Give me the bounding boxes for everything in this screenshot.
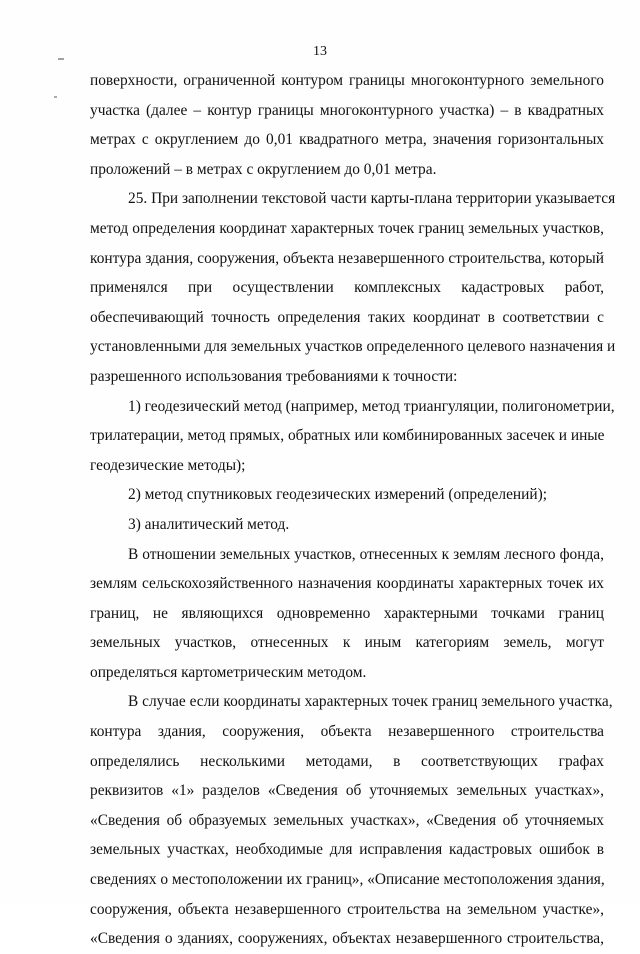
text-line: метод определения координат характерных точек границ земельных участков, xyxy=(90,219,604,237)
text-line: В случае если координаты характерных точек границ земельного участка, xyxy=(128,693,613,711)
text-line: реквизитов «1» разделов «Сведения об уточняемых земельных участках», xyxy=(90,782,604,800)
text-line: разрешенного использования требованиями к точности: xyxy=(90,367,458,385)
paragraph xyxy=(90,66,604,184)
text-line: контура здания, сооружения, объекта незавершенного строительства xyxy=(90,723,604,741)
text-line: применялся при осуществлении комплексных кадастровых работ, xyxy=(90,279,604,297)
text-line: «Сведения о зданиях, сооружениях, объектах незавершенного строительства, xyxy=(90,930,604,948)
scan-artifact xyxy=(54,96,57,98)
paragraph xyxy=(90,540,604,688)
paragraph xyxy=(90,510,604,540)
text-line: контура здания, сооружения, объекта незавершенного строительства, который xyxy=(90,249,604,267)
text-line: 3) аналитический метод. xyxy=(128,515,290,533)
text-line: определяться картометрическим методом. xyxy=(90,663,367,681)
text-line: В отношении земельных участков, отнесенных к землям лесного фонда, xyxy=(128,545,604,563)
text-line: 1) геодезический метод (например, метод триангуляции, полигонометрии, xyxy=(128,397,615,415)
text-line: земельных участках, необходимые для исправления кадастровых ошибок в xyxy=(90,841,604,859)
document-body xyxy=(90,66,616,954)
text-line: земельных участков, отнесенных к иным категориям земель, могут xyxy=(90,634,604,652)
text-line: метрах с округлением до 0,01 квадратного метра, значения горизонтальных xyxy=(90,131,604,149)
text-line: обеспечивающий точность определения таких координат в соответствии с xyxy=(90,308,604,326)
paragraph xyxy=(90,480,604,510)
page-number: 13 xyxy=(313,44,327,59)
paragraph xyxy=(90,392,615,481)
text-line: трилатерации, метод прямых, обратных или комбинированных засечек и иные xyxy=(90,427,605,445)
text-line: участка (далее – контур границы многоконтурного участка) – в квадратных xyxy=(90,101,604,119)
paragraph xyxy=(90,687,613,953)
text-line: «Сведения об образуемых земельных участках», «Сведения об уточняемых xyxy=(90,811,604,829)
text-line: 25. При заполнении текстовой части карты-плана территории указывается xyxy=(128,190,616,208)
text-line: 2) метод спутниковых геодезических измерений (определений); xyxy=(128,486,548,504)
text-line: землям сельскохозяйственного назначения координаты характерных точек их xyxy=(90,575,604,593)
text-line: геодезические методы); xyxy=(90,456,246,474)
text-line: поверхности, ограниченной контуром границы многоконтурного земельного xyxy=(90,72,604,89)
text-line: границ, не являющихся одновременно характерными точками границ xyxy=(90,604,604,622)
text-line: проложений – в метрах с округлением до 0,01 метра. xyxy=(90,160,437,178)
paragraph xyxy=(90,184,616,391)
text-line: установленными для земельных участков определенного целевого назначения и xyxy=(90,338,616,356)
text-line: сведениях о местоположении их границ», «Описание местоположения здания, xyxy=(90,871,605,889)
text-line: сооружения, объекта незавершенного строительства на земельном участке», xyxy=(90,900,604,918)
text-line: определялись несколькими методами, в соответствующих графах xyxy=(90,752,604,770)
